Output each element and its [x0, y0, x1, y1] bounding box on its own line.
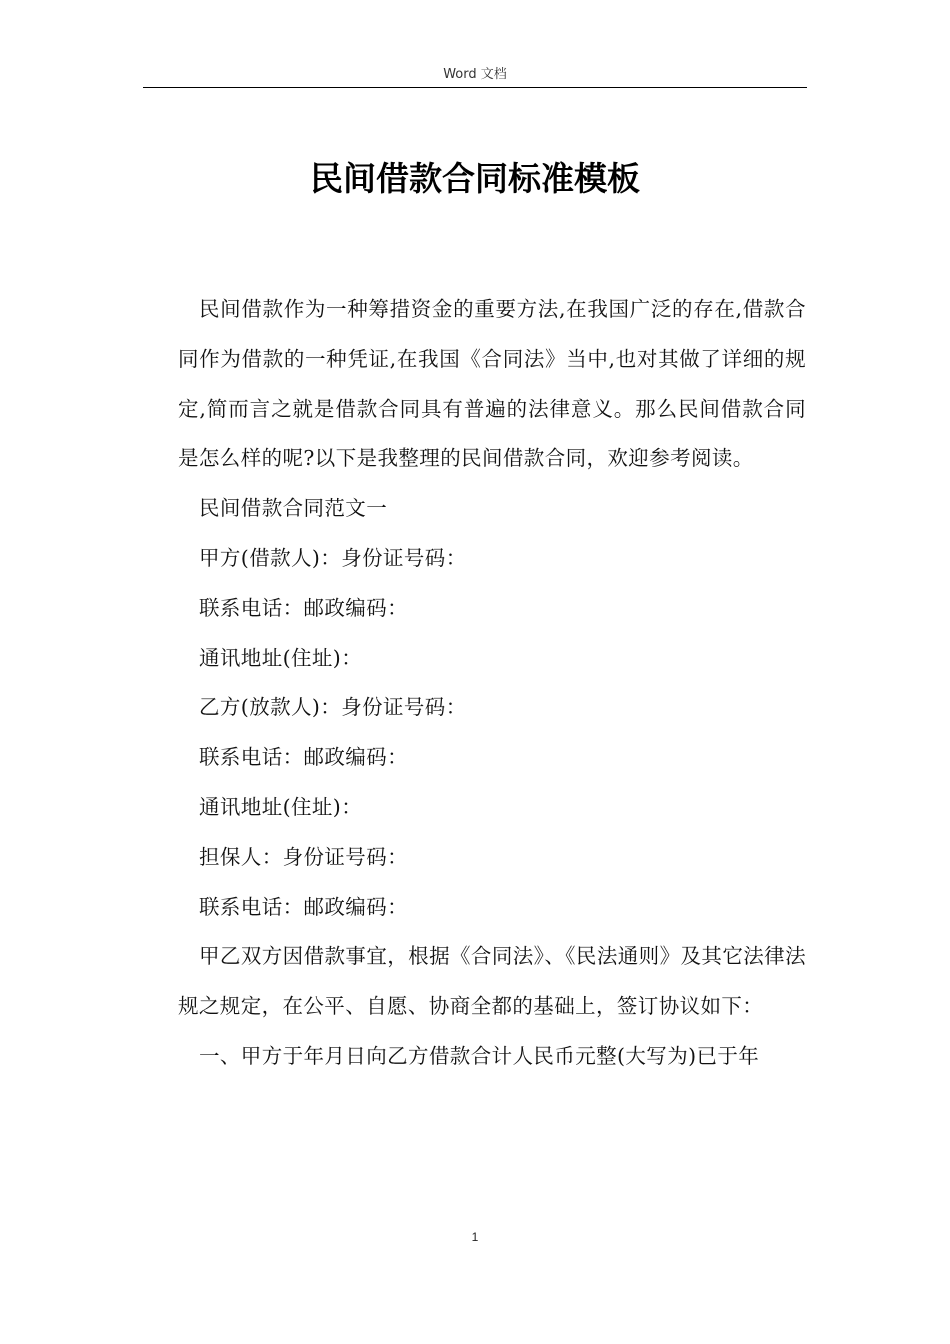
page-number: 1: [471, 1230, 479, 1244]
document-body: [178, 285, 806, 1082]
party-b-line: 乙方(放款人)：身份证号码：: [199, 695, 467, 720]
party-a-contact-line: 联系电话：邮政编码：: [199, 595, 408, 620]
header-divider: [143, 87, 807, 88]
party-a-address-line: 通讯地址(住址)：: [199, 645, 363, 670]
party-b-address-line: 通讯地址(住址)：: [199, 794, 363, 819]
document-title: 民间借款合同标准模板: [310, 159, 640, 198]
guarantor-contact-line: 联系电话：邮政编码：: [199, 894, 408, 919]
agreement-preamble: 甲乙双方因借款事宜，根据《合同法》、《民法通则》及其它法律法规之规定，在公平、自愿、协商全都的基础上，签订协议如下：: [178, 944, 806, 1019]
section-heading: 民间借款合同范文一: [199, 496, 388, 521]
page-header: Word 文档: [443, 67, 507, 82]
party-b-contact-line: 联系电话：邮政编码：: [199, 745, 408, 770]
clause-one: 一、甲方于年月日向乙方借款合计人民币元整(大写为)已于年: [199, 1043, 760, 1068]
guarantor-line: 担保人：身份证号码：: [199, 844, 408, 869]
intro-paragraph: 民间借款作为一种筹措资金的重要方法,在我国广泛的存在,借款合同作为借款的一种凭证,在我国《合同法》当中,也对其做了详细的规定,简而言之就是借款合同具有普遍的法律意义。那么民间借款合同是怎么样的呢?以下是我整理的民间借款合同，欢迎参考阅读。: [178, 297, 806, 471]
party-a-line: 甲方(借款人)：身份证号码：: [199, 545, 467, 570]
